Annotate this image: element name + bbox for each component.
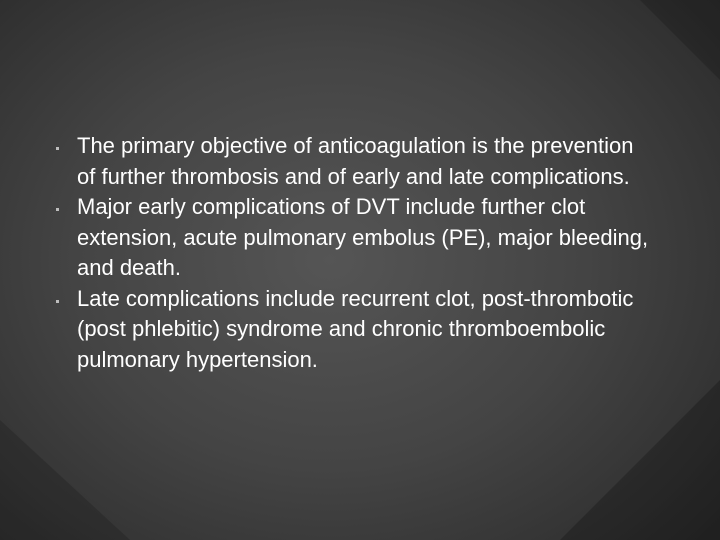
bullet-text: The primary objective of anticoagulation is the prevention of further thrombosis and of early and late complications.	[77, 133, 634, 189]
square-bullet-icon	[56, 300, 59, 303]
square-bullet-icon	[56, 208, 59, 211]
slide-body	[56, 131, 656, 375]
bullet-text: Major early complications of DVT include further clot extension, acute pulmonary embolus (PE), major bleeding, and death.	[77, 194, 649, 280]
bullet-list	[56, 131, 656, 375]
diagonal-band-shape	[640, 0, 720, 80]
bullet-item	[56, 284, 656, 376]
bullet-item	[56, 131, 656, 192]
bullet-text: Late complications include recurrent clot, post-thrombotic (post phlebitic) syndrome and chronic thromboembolic pulmonary hypertension.	[77, 285, 634, 372]
diagonal-band-shape-lower	[560, 380, 720, 540]
diagonal-band-shape-left	[0, 420, 130, 540]
bullet-item	[56, 192, 656, 284]
square-bullet-icon	[56, 147, 59, 150]
